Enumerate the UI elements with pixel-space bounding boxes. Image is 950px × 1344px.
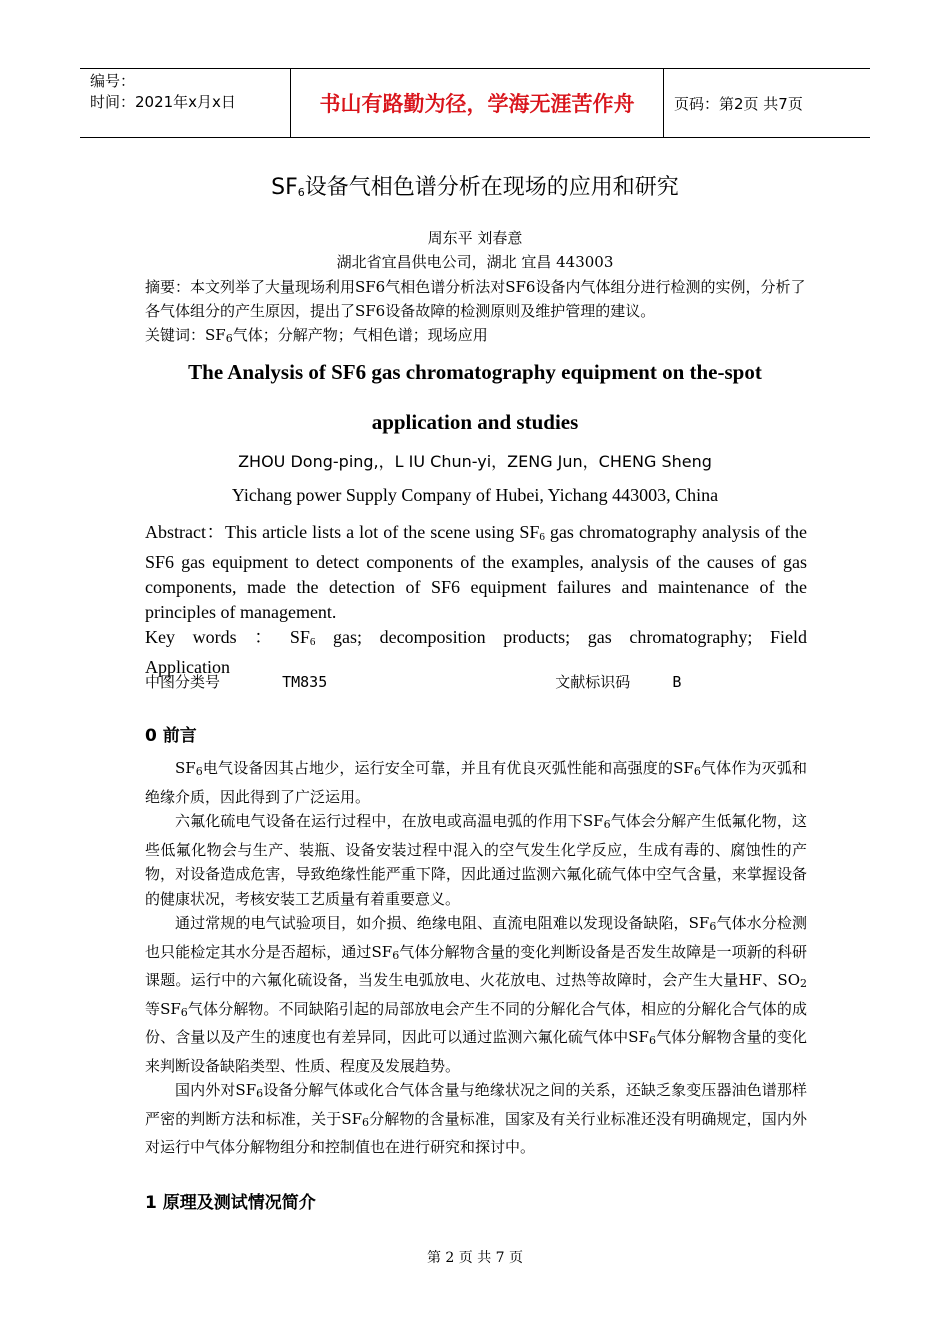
affiliation-en: Yichang power Supply Company of Hubei, Yichang 443003, China [231,485,719,505]
keyword-word: Key [145,627,175,647]
authors-en: ZHOU Dong-ping,，L IU Chun-yi，ZENG Jun，CHENG Sheng [238,452,712,471]
keyword-part: SF [289,627,310,647]
subscript: 6 [709,920,717,933]
title-en-line1: The Analysis of SF6 gas chromatography equipment on the-spot [188,360,762,384]
abstract-en-subscript: 6 [539,531,545,543]
subscript: 2 [800,977,807,990]
section-0-heading: 0 前言 [145,726,197,746]
text-run: 电气设备因其占地少，运行安全可靠，并且有优良灭弧性能和高强度的SF [202,759,694,777]
classification-value: TM835 [282,673,328,691]
keyword-word [290,625,316,655]
affiliation-cn: 湖北省宜昌供电公司，湖北 宜昌 443003 [336,253,614,271]
classification-row [145,671,681,692]
subscript: 6 [603,818,611,831]
text-run: 气体分解物含量的变化判断设备是否发生故障是一项新的科研课题。运行中的六氟化硫设备，当发生电弧放电、火花放电、过热等故障时，会产生大量HF、SO [145,942,807,989]
title-subscript: 6 [297,186,305,199]
keyword-word: decomposition [379,627,486,647]
text-run: 气体分解物含量的变化来判断设备缺陷类型、性质、程度及发展趋势。 [145,1028,807,1075]
paragraph [145,911,807,1078]
keywords-en [145,625,807,655]
subscript: 6 [648,1034,656,1047]
subscript: 6 [693,765,701,778]
section-1-heading: 1 原理及测试情况简介 [145,1193,316,1213]
abstract-cn-text: 摘要：本文列举了大量现场利用SF6气相色谱分析法对SF6设备内气体组分进行检测的实例，分析了各气体组分的产生原因，提出了SF6设备故障的检测原则及维护管理的建议。 [145,278,806,320]
keyword-word: chromatography; [629,627,753,647]
text-run: 气体水分检测也只能检定其水分是否超标，通过SF [145,914,807,961]
text-run: 国内外对SF [175,1081,257,1099]
subscript: 6 [256,1087,264,1100]
paragraph [145,809,807,911]
subscript: 6 [180,1005,188,1019]
paragraph [145,1078,807,1160]
text-run: 气体会分解产生低氟化物，这些低氟化物会与生产、装瓶、设备安装过程中混入的空气发生化学反应，生成有毒的、腐蚀性的产物，对设备造成危害，导致绝缘性能严重下降，因此通过监测六氟化硫气体中空气含量，来掌握设备的健康状况，考核安装工艺质量有着重要意义。 [145,812,807,908]
header-meta [80,69,291,137]
keywords-en-last: Application [145,657,230,677]
abstract-en-part: Abstract：This article lists a lot of the scene using SF [145,522,540,542]
section-0-body [145,756,807,1160]
abstract-en [145,520,807,680]
subscript: 6 [195,765,203,778]
abstract-en-text [145,520,807,625]
keyword-word: words [192,627,237,647]
keywords-cn-subscript: 6 [225,332,233,345]
keyword-subscript: 6 [309,636,316,648]
title-en-line2: application and studies [371,410,579,434]
page-header [80,68,870,138]
keywords-cn-part: 关键词：SF [145,326,226,344]
keywords-cn [145,323,807,351]
text-run: 六氟化硫电气设备在运行过程中，在放电或高温电弧的作用下SF [175,812,604,830]
keywords-cn-part: 气体；分解产物；气相色谱；现场应用 [232,326,488,344]
text-run: 分解物的含量标准，国家及有关行业标准还没有明确规定，国内外对运行中气体分解物组分和控制值也在进行研究和探讨中。 [145,1109,807,1156]
text-run: 气体分解物。不同缺陷引起的局部放电会产生不同的分解化合气体，相应的分解化合气体的成份、含量以及产生的速度也有差异同，因此可以通过监测六氟化硫气体中SF [145,999,807,1046]
title-part: SF [271,175,298,200]
authors-cn: 周东平 刘春意 [427,229,523,247]
subscript: 6 [362,1115,370,1129]
paragraph [145,756,807,809]
paper-title [0,170,950,201]
keyword-word: gas; [332,627,362,647]
header-page-info: 页码：第2页 共7页 [674,94,803,113]
header-number-label: 编号： [90,72,136,90]
title-part: 设备气相色谱分析在现场的应用和研究 [304,175,679,200]
text-run: 设备分解气体或化合气体含量与绝缘状况之间的关系，还缺乏象变压器油色谱那样严密的判断方法和标准，关于SF [145,1081,807,1128]
header-time-label: 时间：2021年x月x日 [90,93,236,111]
keyword-word: Field [769,627,807,647]
text-run: 通过常规的电气试验项目，如介损、绝缘电阻、直流电阻难以发现设备缺陷，SF [175,914,710,932]
text-run: 气体作为灭弧和绝缘介质，因此得到了广泛运用。 [145,759,807,806]
doc-code-label: 文献标识码 [555,673,631,691]
page-footer: 第 2 页 共 7 页 [426,1250,524,1266]
keyword-word: ： [254,627,273,647]
subscript: 6 [392,948,400,962]
doc-code-value: B [672,673,682,691]
header-motto: 书山有路勤为径，学海无涯苦作舟 [291,69,664,137]
keyword-word: products; [503,627,571,647]
keyword-word: gas [587,627,612,647]
classification-label: 中图分类号 [145,673,221,691]
text-run: 等SF [145,999,181,1018]
abstract-cn [145,275,807,351]
abstract-en-part: gas chromatography analysis of the SF6 gas equipment to detect components of the examples, analysis of the causes of gas components, made the detection of SF6 equipment failures and maintenance of the principles of management. [145,522,807,622]
text-run: SF [175,759,196,777]
